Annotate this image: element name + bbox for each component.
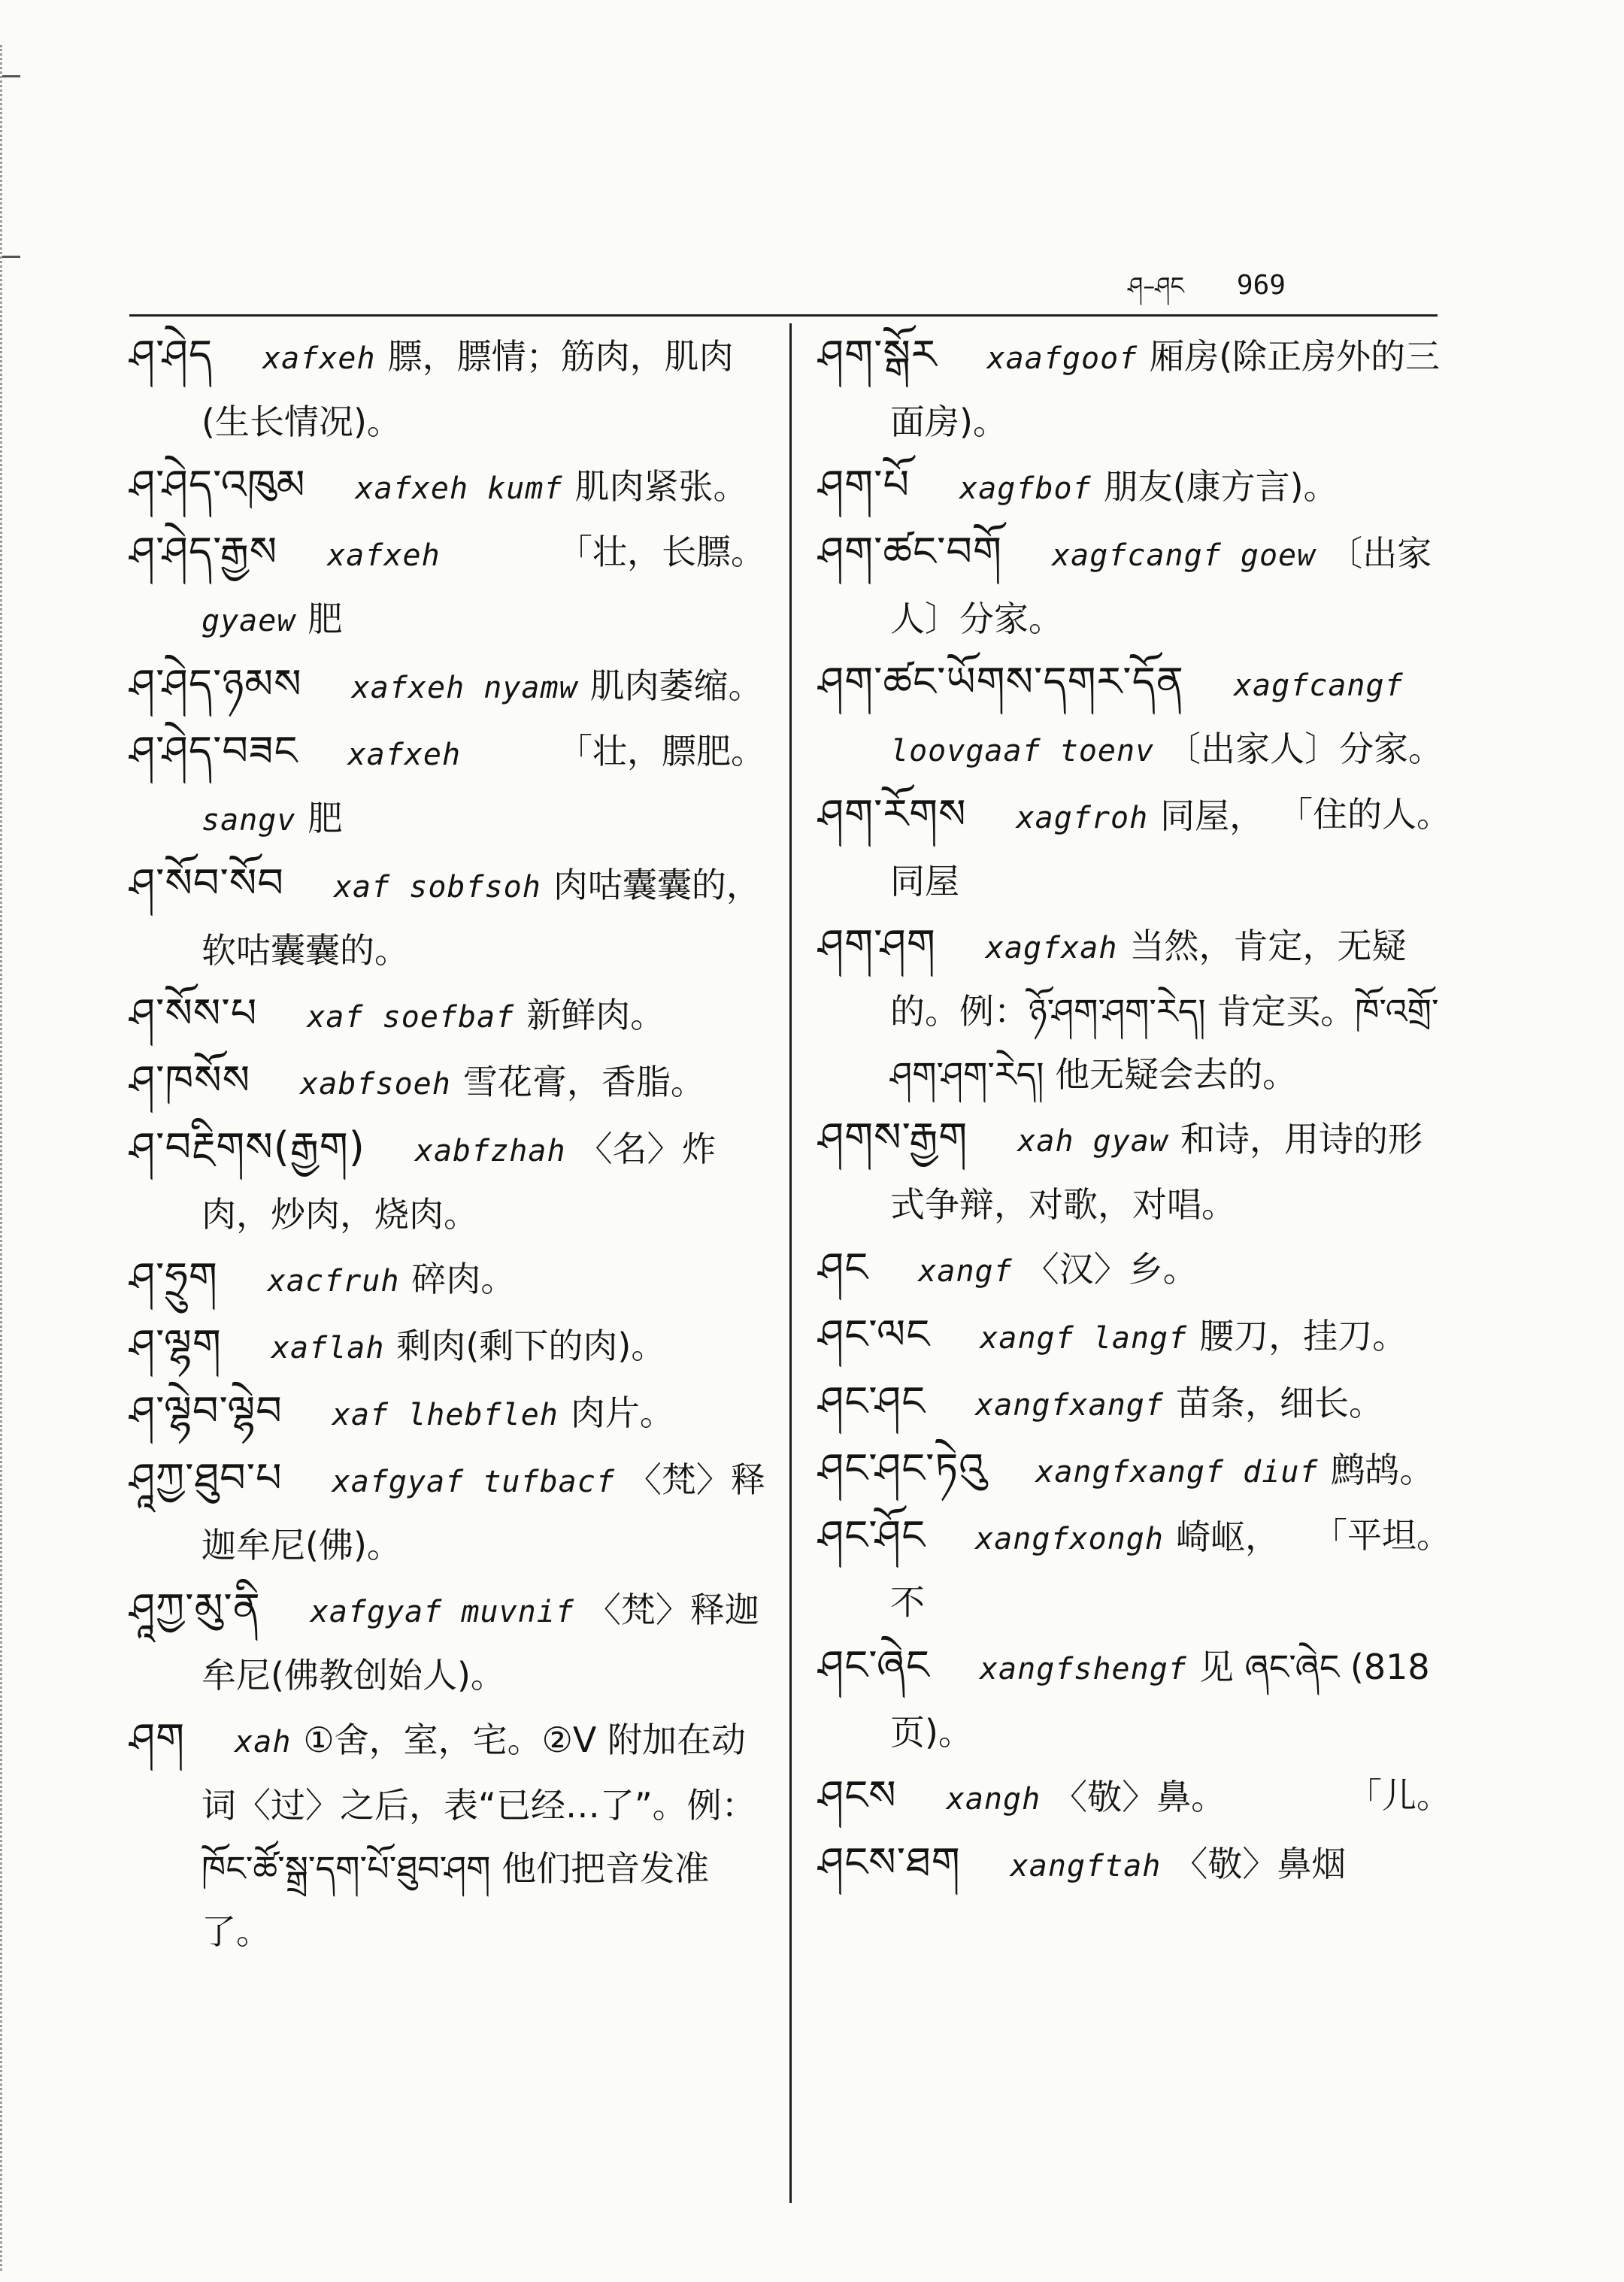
entry-headword-tibetan: ཤ་བརྔིགས(རྒྱག) — [129, 1123, 365, 1171]
entry-romanization: xabfsoeh — [300, 1067, 451, 1102]
entry-gloss: 〈敬〉鼻烟 — [1173, 1844, 1347, 1884]
entry-gloss: 〈名〉炸肉，炒肉，烧肉。 — [201, 1129, 717, 1235]
entry-headword-tibetan: ཤག་རོགས — [818, 790, 967, 838]
entry-romanization: xafxeh sangv — [201, 738, 462, 838]
entry-romanization: xagfxah — [985, 931, 1118, 965]
entry-romanization: xaflah — [271, 1331, 385, 1365]
entry-headword-tibetan: ཤ་ཤེད་བཟང — [129, 727, 298, 774]
entry-continuation: 「壮，长膘。 — [558, 532, 765, 572]
entry-romanization: xangfxangf — [975, 1388, 1164, 1423]
entry-headword-tibetan: ཤང — [818, 1244, 869, 1291]
entry-romanization: xafxeh gyaew — [201, 538, 441, 638]
dictionary-entry — [129, 1577, 765, 1707]
scan-edge — [0, 45, 25, 2271]
entry-headword-tibetan: ཤང་ཤང — [818, 1377, 926, 1425]
entry-headword-tibetan: ཤང་ཤང་ཏེའུ — [818, 1444, 986, 1492]
entry-headword-tibetan: ཤཱཀྱ་ཐུབ་པ — [129, 1454, 283, 1502]
entry-headword-tibetan: ཤ་ཧྲུག — [129, 1253, 218, 1301]
entry-romanization: xafxeh kumf — [355, 471, 563, 506]
entry-romanization: xagfcangf loovgaaf toenv — [890, 668, 1404, 768]
entry-gloss: 〈梵〉释迦牟尼(佛教创始人)。 — [201, 1590, 759, 1696]
entry-gloss: 肉片。 — [570, 1393, 674, 1433]
entry-romanization: xangfxongh — [975, 1522, 1164, 1556]
dictionary-entry — [129, 852, 765, 982]
scan-edge-mark — [2, 75, 20, 77]
entry-gloss: 雪花膏，香脂。 — [462, 1062, 705, 1102]
entry-romanization: xaafgoof — [986, 341, 1138, 376]
entry-gloss: 肉咕囊囊的，软咕囊囊的。 — [201, 865, 761, 971]
entry-headword-tibetan: ཤ་ཤེད — [129, 331, 214, 378]
dictionary-entry — [818, 1504, 1451, 1634]
entry-headword-tibetan: ཤག་ཚང་བགོ — [818, 528, 1003, 575]
entry-gloss: 剩肉(剩下的肉)。 — [396, 1326, 666, 1366]
dictionary-entry — [129, 323, 765, 453]
entry-romanization: xah — [235, 1725, 292, 1759]
dictionary-entry — [818, 1370, 1451, 1437]
entry-gloss: 〔出家人〕分家。 — [890, 533, 1432, 639]
entry-romanization: xangftah — [1010, 1849, 1162, 1883]
right-column — [818, 323, 1451, 1898]
entry-headword-tibetan: ཤ་སོས་པ — [129, 989, 258, 1037]
entry-romanization: xah gyaw — [1017, 1124, 1168, 1159]
entry-continuation: 「儿。 — [1347, 1775, 1451, 1816]
entry-gloss: 肥 — [308, 599, 343, 639]
entry-headword-tibetan: ཤག་ཤག — [818, 920, 936, 968]
entry-romanization: xabfzhah — [414, 1134, 566, 1168]
entry-headword-tibetan: ཤག — [129, 1714, 186, 1762]
dictionary-entry — [129, 1049, 765, 1116]
entry-headword-tibetan: ཤང་ཤོང — [818, 1511, 926, 1559]
entry-headword-tibetan: ཤག་སྒོར — [818, 331, 938, 378]
entry-gloss: 朋友(康方言)。 — [1103, 466, 1338, 507]
dictionary-entry — [818, 323, 1451, 453]
entry-romanization: xagfcangf goew — [1052, 538, 1316, 573]
entry-romanization: xangfshengf — [979, 1652, 1187, 1686]
entry-romanization: xangf — [918, 1254, 1013, 1289]
header-rule — [129, 314, 1438, 317]
entry-romanization: xaf soefbaf — [307, 1000, 515, 1035]
entry-gloss: 见 ཞང་ཞེང (818页)。 — [890, 1647, 1430, 1753]
dictionary-entry — [818, 1634, 1451, 1764]
dictionary-entry — [818, 1303, 1451, 1370]
dictionary-entry — [818, 520, 1451, 650]
entry-continuation: 「平坦。 — [1313, 1515, 1451, 1556]
entry-gloss: 当然，肯定，无疑的。例：ཉོ་ཤག་ཤག་རེད། 肯定买。ཁོ་འགྲོ་ཤག་ཤག་རེད། 他无疑会去的。 — [890, 926, 1439, 1095]
entry-gloss: 同屋，同屋 — [890, 796, 1265, 902]
left-column — [129, 323, 765, 1963]
running-header — [1128, 259, 1429, 305]
dictionary-entry — [129, 1246, 765, 1313]
entry-headword-tibetan: ཤ་ལྷག — [129, 1320, 222, 1368]
dictionary-entry — [818, 1106, 1451, 1236]
entry-romanization: xagfroh — [1016, 801, 1149, 835]
dictionary-entry — [129, 720, 765, 852]
entry-gloss: 鹧鸪。 — [1330, 1450, 1435, 1490]
entry-romanization: xaf sobfsoh — [333, 870, 541, 905]
column-divider — [789, 323, 792, 2203]
entry-romanization: xafgyaf muvnif — [310, 1595, 574, 1629]
entry-romanization: xafxeh nyamw — [351, 671, 578, 705]
entry-headword-tibetan: ཤ་ཤེད་རྒྱས — [129, 528, 278, 575]
entry-continuation: 「壮，膘肥。 — [558, 731, 765, 771]
entry-headword-tibetan: ཤངས་ཐག — [818, 1838, 961, 1886]
entry-headword-tibetan: ཤང་ཞེང — [818, 1641, 930, 1689]
entry-gloss: 新鲜肉。 — [526, 995, 665, 1035]
dictionary-entry — [129, 1447, 765, 1577]
page-number: 969 — [1236, 270, 1286, 301]
entry-gloss: 肌肉紧张。 — [574, 466, 748, 507]
dictionary-entry — [129, 1707, 765, 1963]
entry-gloss: 腰刀，挂刀。 — [1199, 1316, 1407, 1356]
entry-gloss: 〈敬〉鼻。 — [1053, 1777, 1226, 1817]
entry-romanization: xangfxangf diuf — [1035, 1455, 1319, 1490]
entry-headword-tibetan: ཤ་ཤེད་འཁུམ — [129, 461, 306, 508]
entry-headword-tibetan: ཤངས — [818, 1771, 897, 1819]
entry-romanization: xafgyaf tufbacf — [332, 1465, 615, 1499]
dictionary-entry — [818, 1831, 1451, 1898]
entry-romanization: xafxeh — [262, 341, 376, 376]
entry-gloss: 肌肉萎缩。 — [589, 665, 763, 706]
entry-gloss: 膘，膘情；筋肉，肌肉(生长情况)。 — [201, 336, 734, 442]
entry-gloss: 肥 — [308, 798, 343, 838]
dictionary-entry — [129, 1380, 765, 1447]
dictionary-entry — [818, 453, 1451, 520]
dictionary-entry — [129, 520, 765, 653]
dictionary-entry — [818, 1236, 1451, 1303]
entry-romanization: xaf lhebfleh — [332, 1398, 559, 1432]
dictionary-entry — [818, 913, 1451, 1106]
dictionary-entry — [129, 1313, 765, 1380]
entry-romanization: xagfbof — [959, 471, 1092, 506]
entry-headword-tibetan: ཤང་ལང — [818, 1311, 931, 1358]
header-range: ཤ–ཤང — [1128, 271, 1184, 300]
entry-gloss: 〈汉〉乡。 — [1024, 1249, 1198, 1289]
entry-gloss: 苗条，细长。 — [1175, 1383, 1383, 1423]
entry-gloss: 碎肉。 — [411, 1259, 516, 1299]
entry-headword-tibetan: ཤག་པོ — [818, 461, 910, 508]
entry-headword-tibetan: ཤ་ཤེད་ཉམས — [129, 660, 302, 708]
entry-romanization: xacfruh — [267, 1264, 400, 1299]
scan-edge-mark — [2, 256, 20, 258]
entry-headword-tibetan: ཤ་སོབ་སོབ — [129, 859, 284, 907]
entry-headword-tibetan: ཤཱཀྱ་མུ་ནི — [129, 1584, 261, 1632]
entry-headword-tibetan: ཤ་ཁསོས — [129, 1056, 251, 1104]
dictionary-entry — [129, 982, 765, 1049]
entry-headword-tibetan: ཤག་ཚང་ཡོགས་དགར་དོན — [818, 658, 1184, 705]
dictionary-entry — [129, 1116, 765, 1246]
entry-gloss: 〈梵〉释迦牟尼(佛)。 — [201, 1459, 765, 1565]
entry-gloss: 和诗，用诗的形式争辩，对歌，对唱。 — [890, 1119, 1423, 1225]
entry-gloss: 厢房(除正房外的三面房)。 — [890, 336, 1441, 442]
entry-continuation: 「住的人。 — [1278, 794, 1451, 835]
entry-gloss: 崎岖，不 — [890, 1517, 1280, 1623]
dictionary-entry — [818, 783, 1451, 913]
entry-headword-tibetan: ཤ་ལྷེབ་ལྷེབ — [129, 1387, 283, 1435]
entry-romanization: xangh — [946, 1782, 1041, 1817]
entry-headword-tibetan: ཤགས་རྒྱག — [818, 1114, 968, 1161]
entry-romanization: xangf langf — [980, 1321, 1188, 1356]
dictionary-entry — [818, 1764, 1451, 1831]
entry-gloss: 〔出家人〕分家。 — [1166, 729, 1444, 769]
entry-gloss: ①舍，室，宅。②V 附加在动词〈过〉之后，表“已经…了”。例：ཁོང་ཚོ་སྒྲ་དག་པོ་ཐུབ་ཤག 他们把音发准了。 — [201, 1720, 756, 1952]
